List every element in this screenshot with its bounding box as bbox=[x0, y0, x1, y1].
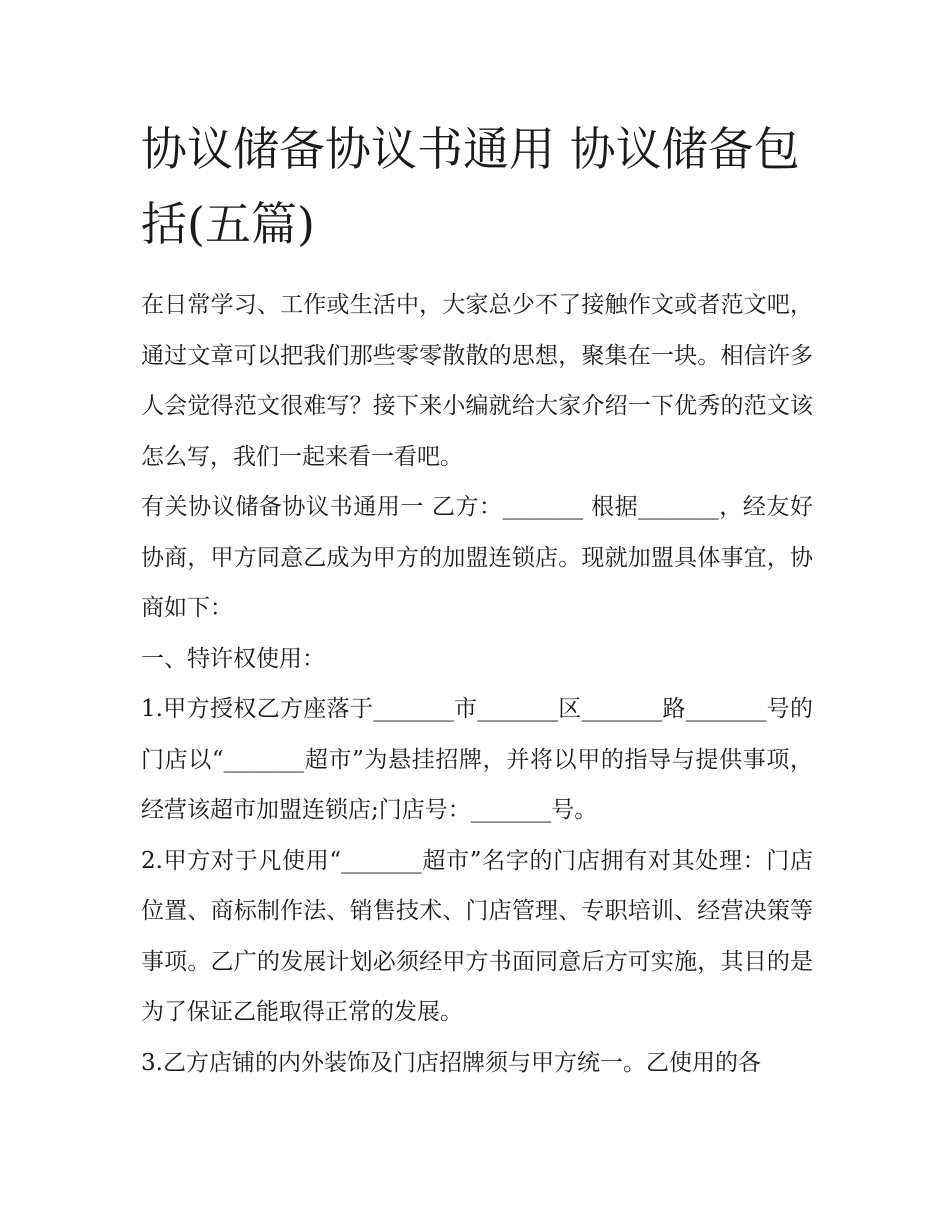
document-title: 协议储备协议书通用 协议储备包括(五篇) bbox=[141, 122, 800, 251]
paragraph-intro: 在日常学习、工作或生活中，大家总少不了接触作文或者范文吧，通过文章可以把我们那些零零散散的思想，聚集在一块。相信许多人会觉得范文很难写？接下来小编就给大家介绍一下优秀的范文该怎么写，我们一起来看一看吧。 bbox=[141, 292, 813, 470]
clause-3: 3.乙方店铺的内外装饰及门店招牌须与甲方统一。乙使用的各 bbox=[141, 1049, 761, 1076]
section-heading-franchise-rights: 一、特许权使用： bbox=[141, 645, 325, 672]
document-page bbox=[141, 112, 813, 1088]
document-body bbox=[141, 280, 813, 1088]
paragraph-agreement-opening: 有关协议储备协议书通用一 乙方：_______ 根据_______，经友好协商，甲方同意乙成为甲方的加盟连锁店。现就加盟具体事宜，协商如下： bbox=[141, 494, 813, 621]
clause-2: 2.甲方对于凡使用“_______超市”名字的门店拥有对其处理：门店位置、商标制作法、销售技术、门店管理、专职培训、经营决策等事项。乙广的发展计划必须经甲方书面同意后方可实施，其目的是为了保证乙能取得正常的发展。 bbox=[141, 847, 813, 1025]
clause-1: 1.甲方授权乙方座落于_______市_______区_______路_______号的门店以“_______超市”为悬挂招牌，并将以甲的指导与提供事项，经营该超市加盟连锁店;门店号：_______号。 bbox=[141, 696, 813, 823]
